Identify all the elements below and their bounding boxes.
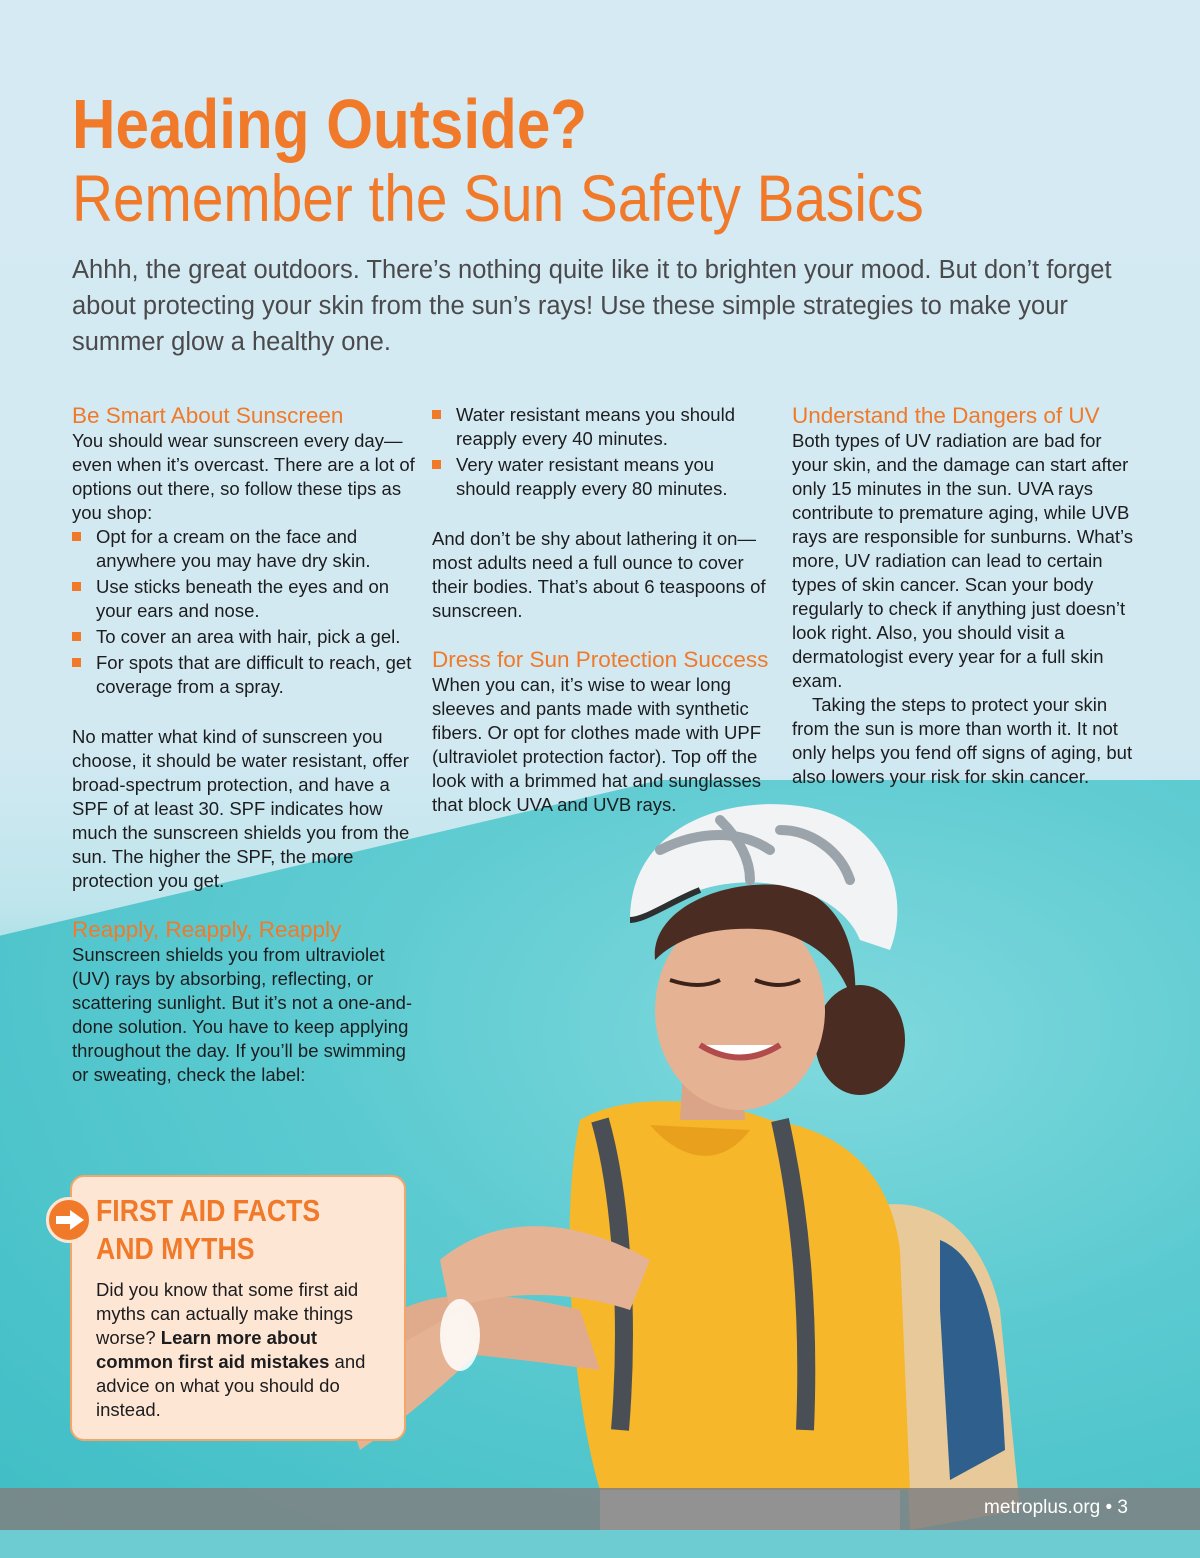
- bullet-square-icon: [72, 532, 81, 541]
- sunscreen-intro: You should wear sunscreen every day—even when it’s overcast. There are a lot of options out there, so follow these tips as you shop:: [72, 430, 415, 523]
- sunscreen-tips-list: [72, 525, 417, 699]
- column-middle: [432, 403, 772, 817]
- arrow-right-icon: [46, 1197, 92, 1243]
- bullet-square-icon: [72, 658, 81, 667]
- list-item: Water resistant means you should reapply every 40 minutes.: [432, 403, 772, 451]
- cyclist-applying-sunscreen-image: [300, 790, 1180, 1558]
- uv-heading: Understand the Dangers of UV: [792, 403, 1100, 428]
- uv-body: Both types of UV radiation are bad for your skin, and the damage can start after only 15 minutes in the sun. UVA rays contribute to premature aging, while UVB rays are responsible for sunburns. What’s more, UV radiation can lead to certain types of skin cancer. Scan your body regularly to check if anything just doesn’t look right. Also, you should visit a dermatologist every year for a full skin exam.: [792, 430, 1134, 691]
- reapply-heading: Reapply, Reapply, Reapply: [72, 917, 342, 942]
- footer-page-label: metroplus.org • 3: [984, 1497, 1128, 1518]
- page-title: Heading Outside?: [72, 85, 588, 163]
- uv-closing: Taking the steps to protect your skin from the sun is more than worth it. It not only helps you fend off signs of aging, but also lowers your risk for skin cancer.: [792, 694, 1133, 787]
- dress-heading: Dress for Sun Protection Success: [432, 647, 769, 672]
- footer-bar: [0, 1488, 1200, 1530]
- list-item: For spots that are difficult to reach, get coverage from a spray.: [72, 651, 417, 699]
- dress-body: When you can, it’s wise to wear long sleeves and pants made with synthetic fibers. Or opt for clothes made with UPF (ultraviolet protection factor). Top off the look with a brimmed hat and sunglasses that block UVA and UVB rays.: [432, 674, 762, 815]
- list-item: Opt for a cream on the face and anywhere you may have dry skin.: [72, 525, 417, 573]
- first-aid-link[interactable]: Learn more about common first aid mistakes: [96, 1327, 330, 1372]
- sunscreen-body: No matter what kind of sunscreen you choose, it should be water resistant, offer broad-spectrum protection, and have a SPF of at least 30. SPF indicates how much the sunscreen shields you from the sun. The higher the SPF, the more protection you get.: [72, 726, 410, 891]
- first-aid-text: Did you know that some first aid myths can actually make things worse? Learn more about common first aid mistakes and advice on what you should do instead.: [96, 1279, 366, 1420]
- water-resistance-list: [432, 403, 772, 501]
- list-item: Use sticks beneath the eyes and on your ears and nose.: [72, 575, 417, 623]
- lathering-paragraph: And don’t be shy about lathering it on—most adults need a full ounce to cover their bodies. That’s about 6 teaspoons of sunscreen.: [432, 528, 766, 621]
- bullet-square-icon: [432, 410, 441, 419]
- bullet-square-icon: [72, 582, 81, 591]
- list-item: To cover an area with hair, pick a gel.: [72, 625, 417, 649]
- list-item: Very water resistant means you should reapply every 80 minutes.: [432, 453, 772, 501]
- intro-paragraph: Ahhh, the great outdoors. There’s nothing quite like it to brighten your mood. But don’t forget about protecting your skin from the sun’s rays! Use these simple strategies to make your summer glow a healthy one.: [72, 256, 1112, 356]
- page-subtitle: Remember the Sun Safety Basics: [72, 161, 924, 235]
- reapply-body: Sunscreen shields you from ultraviolet (UV) rays by absorbing, reflecting, or scattering sunlight. But it’s not a one-and-done solution. You have to keep applying throughout the day. If you’ll be swimming or sweating, check the label:: [72, 944, 413, 1085]
- column-right: [792, 403, 1137, 789]
- bullet-square-icon: [72, 632, 81, 641]
- sunscreen-heading: Be Smart About Sunscreen: [72, 403, 344, 428]
- bullet-square-icon: [432, 460, 441, 469]
- first-aid-title: FIRST AID FACTS AND MYTHS: [96, 1193, 321, 1266]
- bottom-strip: [0, 1530, 1200, 1558]
